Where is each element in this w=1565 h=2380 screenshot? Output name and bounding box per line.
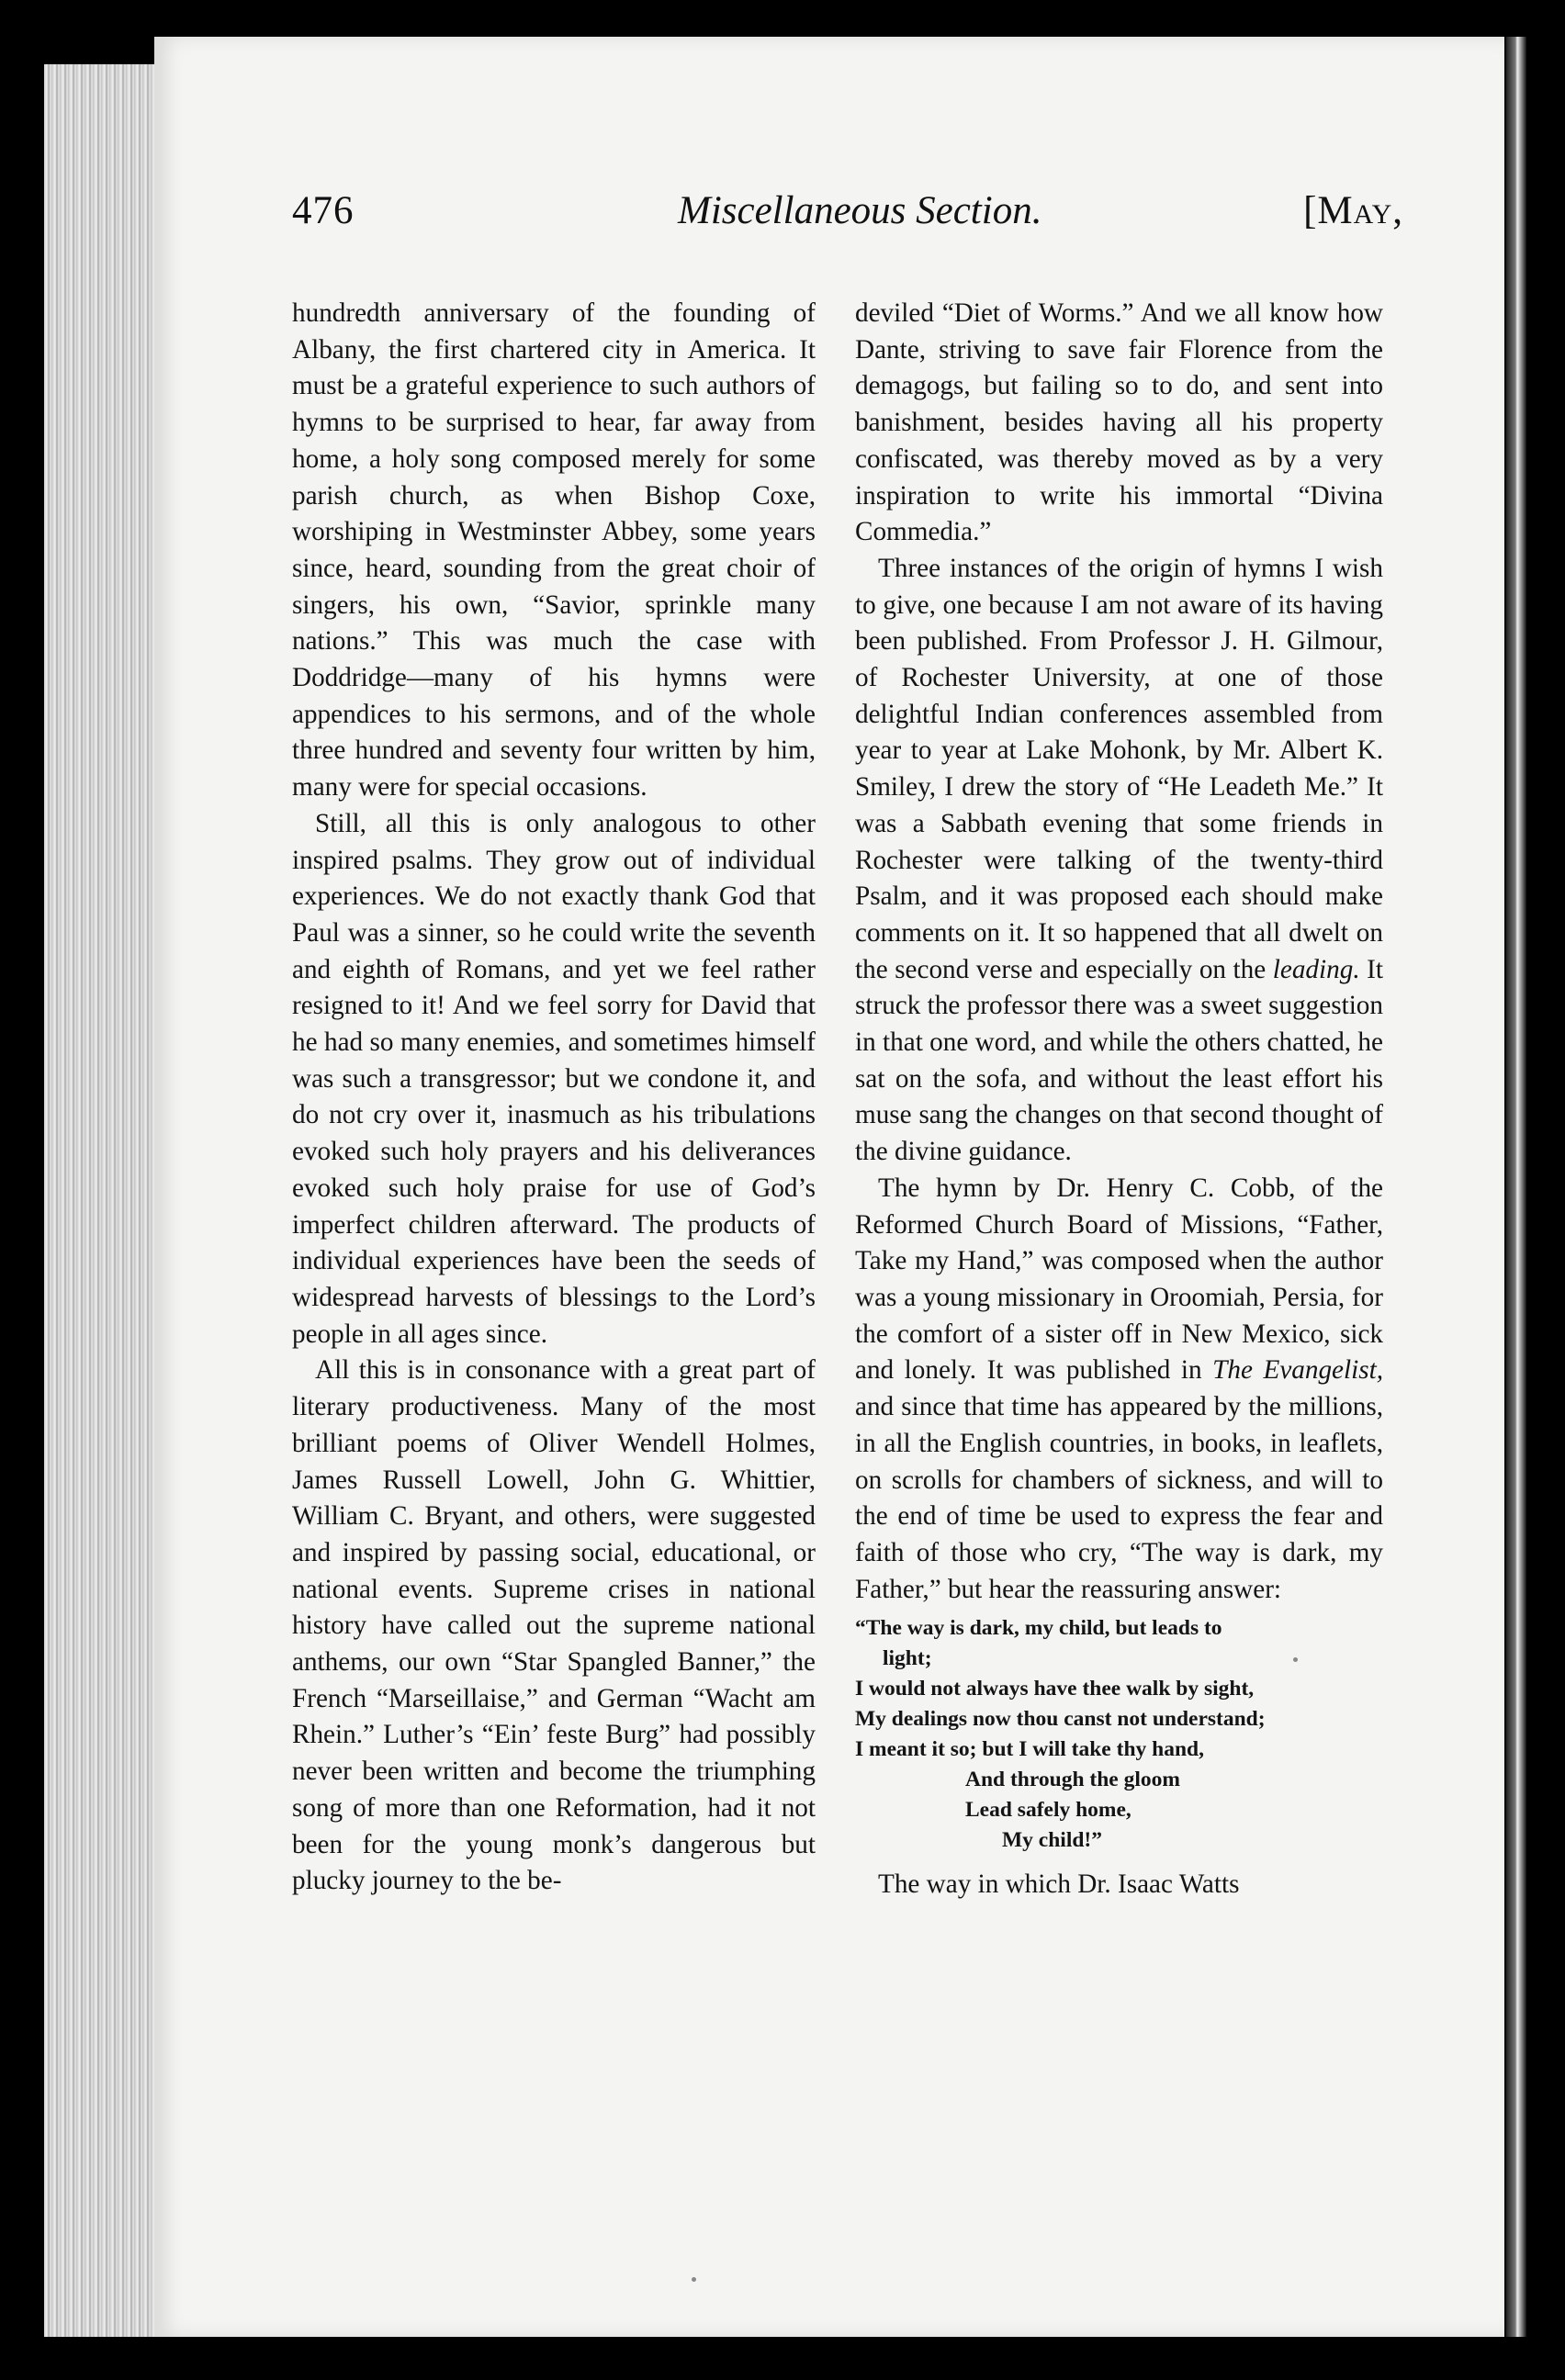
poem-line: light;	[883, 1646, 932, 1671]
paragraph: The way in which Dr. Isaac Watts	[878, 1869, 1240, 1900]
paper-speck	[692, 2277, 696, 2282]
hymn-quote	[855, 1613, 1383, 1856]
paragraph: All this is in consonance with a great part of literary productiveness. Many of the most brilliant poems of Oliver Wendell Holmes, James Russell Lowell, John G. Whittier, William C. Bryant, and others, were suggested and inspired by passing social, educational, or national events. Supreme crises in national history have called out the supreme national anthems, our own “Star Spangled Banner,” the French “Marseillaise,” and German “Wacht am Rhein.” Luther’s “Ein’ feste Burg” had possibly never been written and become the triumphing song of more than one Reformation, had it not been for the young monk’s dangerous but plucky journey to the be-	[292, 1355, 816, 1896]
paragraph	[855, 551, 1383, 1171]
book-page	[154, 37, 1504, 2337]
poem-line: I meant it so; but I will take thy hand,	[855, 1737, 1204, 1762]
poem-line: My dealings now thou canst not understand;	[855, 1707, 1266, 1732]
poem-line: Lead safely home,	[965, 1798, 1132, 1823]
poem-line: “The way is dark, my child, but leads to	[855, 1616, 1222, 1641]
right-column	[855, 296, 1383, 1903]
section-month: [May,	[1303, 189, 1403, 232]
poem-line: My child!”	[1002, 1828, 1103, 1853]
publication-title: The Evangelist,	[1212, 1355, 1383, 1386]
book-page-edges	[44, 64, 163, 2337]
paragraph: deviled “Diet of Worms.” And we all know how Dante, striving to save fair Florence from the demagogs, but failing so to do, and sent into banishment, besides having all his property confiscated, was thereby moved as by a very inspiration to write his immortal “Divina Commedia.”	[855, 298, 1383, 547]
facing-page-edge	[1506, 37, 1526, 2337]
paragraph-text: Three instances of the origin of hymns I wish to give, one because I am not aware of its having been published. From Professor J. H. Gilmour, of Rochester University, at one of those delightful Indian conferences assembled from year to year at Lake Mohonk, by Mr. Albert K. Smiley, I drew the story of “He Leadeth Me.” It was a Sabbath evening that some friends in Rochester were talking of the twenty-third Psalm, and it was proposed each should make comments on it. It so happened that all dwelt on the second verse and especially on the	[855, 553, 1383, 984]
running-title: Miscellaneous Section.	[678, 189, 1042, 232]
paragraph-text: The hymn by Dr. Henry C. Cobb, of the Reformed Church Board of Missions, “Father, Take my Hand,” was composed when the author was a young missionary in Oroomiah, Persia, for the comfort of a sister off in New Mexico, sick and lonely. It was published in	[855, 1173, 1383, 1386]
paragraph-text: It struck the professor there was a sweet suggestion in that one word, and while the others chatted, he sat on the sofa, and without the least effort his muse sang the changes on that second thought of the divine guidance.	[855, 954, 1383, 1167]
poem-line: I would not always have thee walk by sight,	[855, 1677, 1255, 1701]
paragraph: hundredth anniversary of the founding of Albany, the first chartered city in America. It must be a grateful experience to such authors of hymns to be surprised to hear, far away from home, a holy song composed merely for some parish church, as when Bishop Coxe, worshiping in Westminster Abbey, some years since, heard, sounding from the great choir of singers, his own, “Savior, sprinkle many nations.” This was much the case with Doddridge—many of his hymns were appendices to his sermons, and of the whole three hundred and seventy four written by him, many were for special occasions.	[292, 298, 816, 803]
page-number: 476	[292, 189, 355, 232]
paragraph: Still, all this is only analogous to other inspired psalms. They grow out of individual experiences. We do not exactly thank God that Paul was a sinner, so he could write the seventh and eighth of Romans, and yet we feel rather resigned to it! And we feel sorry for David that he had so many enemies, and sometimes himself was such a transgressor; but we condone it, and do not cry over it, inasmuch as his tribulations evoked such holy prayers and his deliverances evoked such holy praise for use of God’s imperfect children afterward. The products of individual experiences have been the seeds of widespread harvests of blessings to the Lord’s people in all ages since.	[292, 808, 816, 1349]
paper-speck	[1293, 1657, 1298, 1662]
paragraph-text: and since that time has appeared by the millions, in all the English countries, in books, in leaflets, on scrolls for chambers of sickness, and will to the end of time be used to express the fear and faith of those who cry, “The way is dark, my Father,” but hear the reassuring answer:	[855, 1392, 1383, 1604]
poem-line: And through the gloom	[965, 1768, 1180, 1792]
page-header	[292, 188, 1403, 253]
left-column	[292, 296, 816, 1900]
paragraph	[855, 1171, 1383, 1608]
italic-word: leading.	[1272, 954, 1360, 984]
